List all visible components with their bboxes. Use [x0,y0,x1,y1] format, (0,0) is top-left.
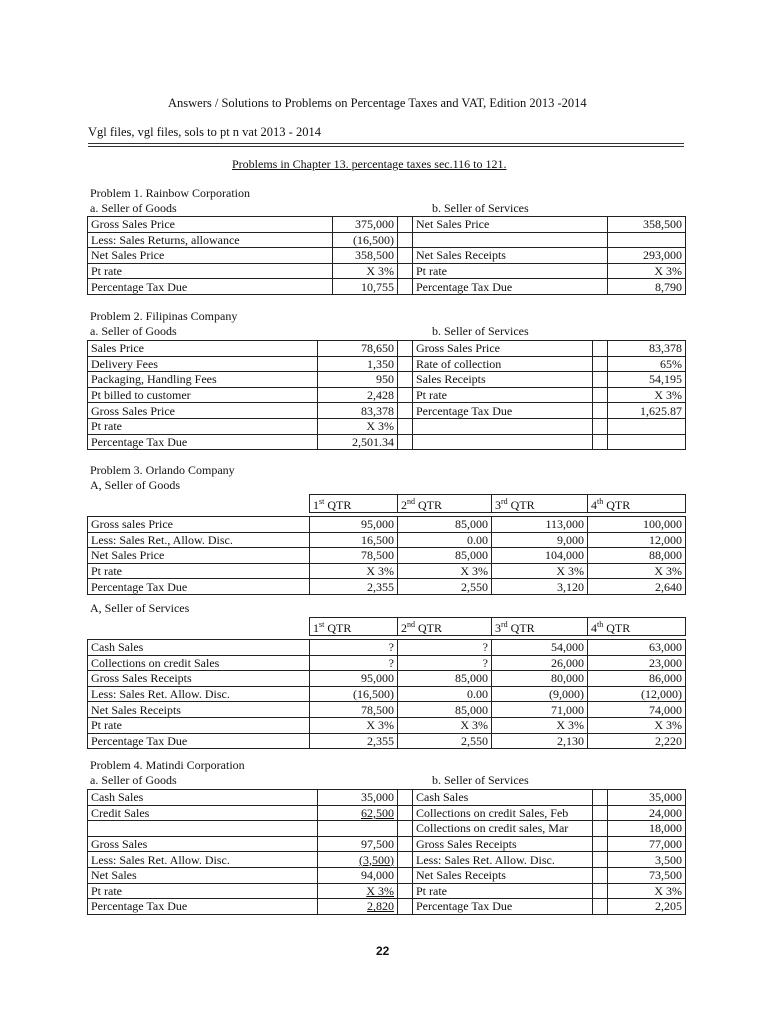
quarter-amount: 85,000 [398,548,492,564]
services-line-amount: 24,000 [608,805,686,821]
quarter-amount: X 3% [398,563,492,579]
line-label: Pt rate [88,563,310,579]
quarter-amount: 71,000 [492,702,588,718]
spacer-cell [593,899,608,915]
table-row [88,548,686,564]
quarter-amount: 85,000 [398,671,492,687]
problem-1-services-label: b. Seller of Services [432,201,529,215]
services-line-amount: 18,000 [608,821,686,837]
spacer-cell [398,805,413,821]
spacer-cell [593,434,608,450]
services-line-label: Net Sales Receipts [413,248,608,264]
services-line-label: Percentage Tax Due [413,899,593,915]
goods-line-amount: 2,820 [318,899,398,915]
services-line-label [413,434,593,450]
line-label: Percentage Tax Due [88,733,310,749]
table-row [88,883,686,899]
goods-line-amount: X 3% [318,418,398,434]
services-line-amount [608,434,686,450]
quarter-amount: X 3% [492,717,588,733]
goods-line-amount: 83,378 [318,403,398,419]
problem-4-goods-label: a. Seller of Goods [90,773,177,787]
quarter-header [588,495,686,513]
goods-line-amount: 2,501.34 [318,434,398,450]
problem-1-goods-label: a. Seller of Goods [90,201,177,215]
table-row [88,532,686,548]
goods-line-label: Less: Sales Ret. Allow. Disc. [88,852,318,868]
goods-line-label: Gross Sales Price [88,217,333,233]
table-row [88,495,686,513]
services-line-amount: 35,000 [608,790,686,806]
table-row [88,279,686,295]
quarter-amount: X 3% [310,563,398,579]
services-line-label: Cash Sales [413,790,593,806]
quarter-amount: X 3% [492,563,588,579]
table-row [88,372,686,388]
quarter-amount: 2,355 [310,579,398,595]
quarter-amount: X 3% [310,717,398,733]
table-row [88,867,686,883]
services-line-amount: 54,195 [608,372,686,388]
services-line-label: Sales Receipts [413,372,593,388]
goods-line-amount: 2,428 [318,387,398,403]
quarter-amount: ? [310,655,398,671]
table-row [88,232,686,248]
table-row [88,356,686,372]
goods-line-amount: X 3% [333,263,398,279]
table-row [88,579,686,595]
line-label: Pt rate [88,717,310,733]
quarter-amount: (16,500) [310,686,398,702]
quarter-ordinal: rd [501,497,508,506]
quarter-header [398,495,492,513]
services-line-amount: 73,500 [608,867,686,883]
spacer-cell [398,821,413,837]
document-subtitle: Vgl files, vgl files, sols to pt n vat 2013 - 2014 [88,125,321,139]
quarter-label: QTR [603,498,631,512]
table-row [88,387,686,403]
table-row [88,418,686,434]
goods-line-amount: 97,500 [318,836,398,852]
line-label: Net Sales Receipts [88,702,310,718]
spacer-cell [593,387,608,403]
spacer-cell [398,279,413,295]
services-line-amount: 1,625.87 [608,403,686,419]
quarter-ordinal: th [597,497,604,506]
line-label: Percentage Tax Due [88,579,310,595]
services-line-label: Net Sales Receipts [413,867,593,883]
spacer-cell [593,418,608,434]
goods-line-label: Gross Sales Price [88,403,318,419]
page-number: 22 [376,944,390,958]
table-row [88,717,686,733]
services-line-label: Rate of collection [413,356,593,372]
goods-line-label: Net Sales Price [88,248,333,264]
quarter-number: 4 [591,621,597,635]
goods-line-amount: (16,500) [333,232,398,248]
services-line-amount: 293,000 [608,248,686,264]
quarter-ordinal: st [319,620,325,629]
spacer-cell [593,836,608,852]
problem-2-services-label: b. Seller of Services [432,324,529,338]
quarter-amount: ? [398,640,492,656]
services-line-amount: X 3% [608,387,686,403]
chapter-heading: Problems in Chapter 13. percentage taxes sec.116 to 121. [232,157,507,171]
goods-line-label: Percentage Tax Due [88,279,333,295]
table-row [88,671,686,687]
quarter-label: QTR [324,498,352,512]
quarter-ordinal: rd [501,620,508,629]
services-line-amount: X 3% [608,883,686,899]
spacer-cell [398,356,413,372]
quarter-label: QTR [603,621,631,635]
services-line-label [413,232,608,248]
quarter-amount: 85,000 [398,517,492,533]
table-row [88,733,686,749]
spacer-cell [398,899,413,915]
spacer-cell [593,403,608,419]
header-blank [88,495,310,513]
line-label: Cash Sales [88,640,310,656]
quarter-ordinal: nd [407,497,415,506]
quarter-amount: 23,000 [588,655,686,671]
goods-line-amount: X 3% [318,883,398,899]
goods-line-amount: 62,500 [318,805,398,821]
spacer-cell [398,418,413,434]
quarter-amount: ? [310,640,398,656]
spacer-cell [398,434,413,450]
goods-line-label: Net Sales [88,867,318,883]
spacer-cell [398,883,413,899]
quarter-amount: 9,000 [492,532,588,548]
table-row [88,517,686,533]
problem-4-table [87,789,686,915]
quarter-amount: (12,000) [588,686,686,702]
quarter-amount: 0.00 [398,686,492,702]
goods-line-label: Credit Sales [88,805,318,821]
problem-3-goods-label: A, Seller of Goods [90,478,180,492]
quarter-number: 2 [401,498,407,512]
header-divider [88,143,684,144]
spacer-cell [398,248,413,264]
spacer-cell [398,867,413,883]
services-line-label [413,418,593,434]
quarter-amount: 3,120 [492,579,588,595]
quarter-header [588,618,686,636]
line-label: Less: Sales Ret. Allow. Disc. [88,686,310,702]
goods-line-amount: 358,500 [333,248,398,264]
problem-3-services-table [87,617,686,749]
problem-2-title: Problem 2. Filipinas Company [90,309,238,323]
line-label: Gross sales Price [88,517,310,533]
quarter-amount: 12,000 [588,532,686,548]
spacer-cell [593,790,608,806]
goods-line-label: Pt rate [88,263,333,279]
problem-3-title: Problem 3. Orlando Company [90,463,235,477]
services-line-amount: 77,000 [608,836,686,852]
goods-line-amount: 950 [318,372,398,388]
spacer-cell [593,867,608,883]
quarter-amount: 113,000 [492,517,588,533]
quarter-amount: 85,000 [398,702,492,718]
goods-line-amount: 78,650 [318,341,398,357]
quarter-ordinal: st [319,497,325,506]
quarter-amount: 100,000 [588,517,686,533]
quarter-amount: 104,000 [492,548,588,564]
spacer-cell [593,852,608,868]
goods-line-amount [318,821,398,837]
spacer-cell [593,372,608,388]
line-label: Gross Sales Receipts [88,671,310,687]
quarter-amount: 0.00 [398,532,492,548]
quarter-label: QTR [507,498,535,512]
problem-1-title: Problem 1. Rainbow Corporation [90,186,250,200]
spacer-cell [398,232,413,248]
goods-line-amount: 35,000 [318,790,398,806]
table-row [88,899,686,915]
table-row [88,821,686,837]
services-line-amount [608,232,686,248]
table-row [88,618,686,636]
spacer-cell [398,372,413,388]
services-line-label: Pt rate [413,387,593,403]
spacer-cell [398,790,413,806]
services-line-amount: 65% [608,356,686,372]
quarter-amount: X 3% [398,717,492,733]
goods-line-amount: 94,000 [318,867,398,883]
quarter-number: 1 [313,621,319,635]
quarter-amount: 26,000 [492,655,588,671]
quarter-amount: (9,000) [492,686,588,702]
quarter-amount: 2,220 [588,733,686,749]
services-line-label: Gross Sales Receipts [413,836,593,852]
problem-1-table [87,216,686,295]
services-line-label: Percentage Tax Due [413,403,593,419]
spacer-cell [593,883,608,899]
quarter-amount: 16,500 [310,532,398,548]
services-line-amount: 3,500 [608,852,686,868]
services-line-amount: X 3% [608,263,686,279]
goods-line-label: Pt billed to customer [88,387,318,403]
goods-line-label: Pt rate [88,883,318,899]
table-row [88,702,686,718]
quarter-amount: 88,000 [588,548,686,564]
quarter-amount: 2,550 [398,579,492,595]
goods-line-label: Gross Sales [88,836,318,852]
quarter-label: QTR [415,498,442,512]
table-row [88,686,686,702]
goods-line-label: Percentage Tax Due [88,899,318,915]
table-row [88,655,686,671]
services-line-amount: 358,500 [608,217,686,233]
table-row [88,248,686,264]
quarter-amount: ? [398,655,492,671]
problem-2-table [87,340,686,450]
quarter-number: 1 [313,498,319,512]
services-line-label: Collections on credit sales, Mar [413,821,593,837]
table-row [88,263,686,279]
services-line-label: Less: Sales Ret. Allow. Disc. [413,852,593,868]
spacer-cell [398,217,413,233]
line-label: Net Sales Price [88,548,310,564]
problem-3-goods-table [87,494,686,595]
problem-4-title: Problem 4. Matindi Corporation [90,758,245,772]
table-row [88,640,686,656]
goods-line-amount: 10,755 [333,279,398,295]
quarter-amount: 2,640 [588,579,686,595]
goods-line-label: Pt rate [88,418,318,434]
header-divider-double [88,146,684,147]
quarter-amount: 78,500 [310,548,398,564]
table-row [88,403,686,419]
quarter-number: 3 [495,498,501,512]
spacer-cell [398,836,413,852]
quarter-amount: 63,000 [588,640,686,656]
quarter-amount: X 3% [588,717,686,733]
quarter-amount: 86,000 [588,671,686,687]
services-line-amount: 83,378 [608,341,686,357]
quarter-header [310,618,398,636]
spacer-cell [593,341,608,357]
table-row [88,434,686,450]
spacer-cell [398,852,413,868]
quarter-ordinal: th [597,620,604,629]
quarter-amount: 74,000 [588,702,686,718]
services-line-amount: 2,205 [608,899,686,915]
goods-line-label: Delivery Fees [88,356,318,372]
quarter-amount: X 3% [588,563,686,579]
goods-line-amount: 375,000 [333,217,398,233]
spacer-cell [593,821,608,837]
quarter-ordinal: nd [407,620,415,629]
table-row [88,790,686,806]
services-line-label: Collections on credit Sales, Feb [413,805,593,821]
quarter-header [492,618,588,636]
problem-2-goods-label: a. Seller of Goods [90,324,177,338]
services-line-label: Percentage Tax Due [413,279,608,295]
quarter-number: 2 [401,621,407,635]
problem-4-services-label: b. Seller of Services [432,773,529,787]
table-row [88,852,686,868]
quarter-number: 3 [495,621,501,635]
quarter-amount: 2,355 [310,733,398,749]
services-line-amount [608,418,686,434]
line-label: Less: Sales Ret., Allow. Disc. [88,532,310,548]
services-line-label: Pt rate [413,263,608,279]
table-row [88,805,686,821]
table-row [88,836,686,852]
table-row [88,563,686,579]
services-line-label: Net Sales Price [413,217,608,233]
line-label: Collections on credit Sales [88,655,310,671]
services-line-amount: 8,790 [608,279,686,295]
quarter-amount: 95,000 [310,671,398,687]
services-line-label: Gross Sales Price [413,341,593,357]
goods-line-label: Packaging, Handling Fees [88,372,318,388]
spacer-cell [398,387,413,403]
quarter-header [310,495,398,513]
goods-line-amount: 1,350 [318,356,398,372]
quarter-amount: 95,000 [310,517,398,533]
spacer-cell [593,356,608,372]
quarter-amount: 54,000 [492,640,588,656]
goods-line-label: Less: Sales Returns, allowance [88,232,333,248]
goods-line-label: Cash Sales [88,790,318,806]
spacer-cell [398,403,413,419]
quarter-label: QTR [324,621,352,635]
goods-line-label: Percentage Tax Due [88,434,318,450]
quarter-amount: 78,500 [310,702,398,718]
quarter-number: 4 [591,498,597,512]
quarter-amount: 2,550 [398,733,492,749]
table-row [88,341,686,357]
services-line-label: Pt rate [413,883,593,899]
goods-line-amount: (3,500) [318,852,398,868]
problem-3-services-label: A, Seller of Services [90,601,190,615]
document-title: Answers / Solutions to Problems on Percentage Taxes and VAT, Edition 2013 -2014 [168,96,587,110]
header-blank [88,618,310,636]
quarter-amount: 80,000 [492,671,588,687]
quarter-amount: 2,130 [492,733,588,749]
quarter-header [492,495,588,513]
spacer-cell [398,263,413,279]
goods-line-label: Sales Price [88,341,318,357]
quarter-label: QTR [415,621,442,635]
table-row [88,217,686,233]
quarter-header [398,618,492,636]
spacer-cell [593,805,608,821]
quarter-label: QTR [507,621,535,635]
goods-line-label [88,821,318,837]
spacer-cell [398,341,413,357]
